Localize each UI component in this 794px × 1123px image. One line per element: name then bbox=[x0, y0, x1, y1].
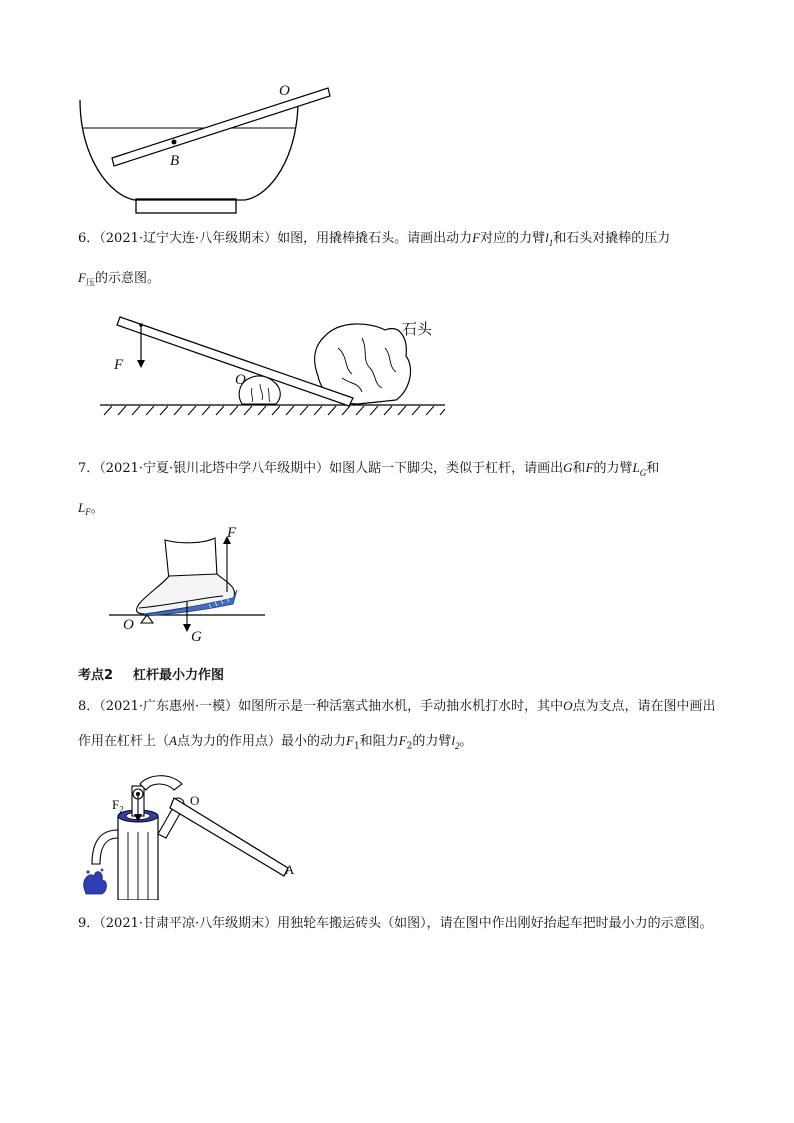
q9-text-a: 用独轮车搬运砖头（如图），请在图中作出刚好抬起车把时最小力的示意图。 bbox=[277, 916, 713, 931]
q8-text-e: 的力臂 bbox=[412, 734, 452, 749]
q6-text-d: 的示意图。 bbox=[94, 270, 160, 286]
q8-var-l2: l bbox=[451, 733, 456, 748]
q9-source: （2021·甘肃平凉·八年级期末） bbox=[99, 916, 278, 931]
q8-text-b: 点为支点，请在图中画出作用在杠杆上（ bbox=[78, 699, 716, 749]
q6-var-fp-sub: 压 bbox=[85, 278, 95, 289]
bowl-label-o: O bbox=[279, 83, 290, 99]
pump-label-o: O bbox=[190, 793, 200, 808]
q7-text-e: 。 bbox=[90, 500, 104, 516]
q7-text-b: 和 bbox=[572, 461, 586, 476]
q8-var-f2-sub: 2 bbox=[406, 741, 413, 752]
foot-label-o: O bbox=[123, 617, 134, 633]
foot-figure bbox=[105, 522, 270, 647]
q9-number: 9． bbox=[78, 916, 100, 931]
q8-text-c: 点为力的作用点）最小的动力 bbox=[176, 734, 346, 749]
section-label: 考点2 bbox=[78, 668, 114, 683]
q7-var-lf: L bbox=[78, 499, 86, 515]
pump-figure bbox=[78, 772, 303, 900]
crowbar-label-o: O bbox=[235, 372, 246, 388]
q6-var-l: l bbox=[545, 230, 549, 245]
q8-var-a: A bbox=[169, 733, 177, 748]
q7-text-d: 和 bbox=[646, 461, 660, 476]
q7-text-c: 的力臂 bbox=[593, 461, 633, 476]
q8-text-d: 和阻力 bbox=[359, 734, 399, 749]
pump-diagram bbox=[78, 772, 303, 900]
q6-var-fp: F bbox=[78, 269, 86, 285]
q8-var-f1-sub: 1 bbox=[353, 741, 360, 752]
q8-var-f2: F bbox=[398, 733, 407, 748]
pump-label-f2 bbox=[112, 798, 124, 815]
q8-number: 8． bbox=[78, 699, 100, 714]
bowl-diagram bbox=[70, 78, 340, 218]
q7-var-f: F bbox=[585, 460, 594, 475]
q7-source: （2021·宁夏·银川北塔中学八年级期中） bbox=[99, 461, 330, 476]
q7-var-lf-sub: F bbox=[85, 507, 91, 518]
section-heading bbox=[78, 664, 224, 683]
q7-var-g: G bbox=[563, 460, 573, 475]
crowbar-figure bbox=[100, 308, 460, 423]
question-6 bbox=[78, 221, 718, 300]
pump-label-a: A bbox=[285, 862, 295, 877]
q6-var-f: F bbox=[472, 230, 481, 245]
q6-text-b: 对应的力臂 bbox=[480, 231, 546, 246]
q8-var-f1: F bbox=[345, 733, 354, 748]
q6-text-c: 和石头对撬棒的压力 bbox=[553, 231, 671, 246]
foot-label-f: F bbox=[227, 525, 237, 541]
pump-label-f2-main: F bbox=[112, 797, 120, 812]
q8-text-a: 如图所示是一种活塞式抽水机，手动抽水机打水时，其中 bbox=[238, 699, 564, 714]
q6-source: （2021·辽宁大连·八年级期末） bbox=[99, 231, 278, 246]
q8-var-o: O bbox=[563, 698, 573, 713]
q7-var-lg-sub: G bbox=[639, 467, 647, 478]
q8-text-f: 。 bbox=[459, 734, 473, 749]
q7-number: 7． bbox=[78, 461, 100, 476]
foot-label-g: G bbox=[191, 629, 202, 645]
pump-label-f2-sub: 2 bbox=[119, 804, 124, 815]
section-title: 杠杆最小力作图 bbox=[133, 668, 225, 683]
q6-number: 6． bbox=[78, 231, 100, 246]
bowl-label-b: B bbox=[170, 153, 180, 169]
q8-source: （2021·广东惠州·一模） bbox=[99, 699, 239, 714]
q7-var-lg: L bbox=[632, 460, 640, 475]
crowbar-label-rock: 石头 bbox=[402, 320, 433, 338]
crowbar-label-f: F bbox=[114, 357, 124, 373]
q8-var-l2-sub: 2 bbox=[455, 740, 460, 751]
q6-var-l-sub: 1 bbox=[548, 237, 554, 248]
question-7 bbox=[78, 451, 718, 530]
q7-text-a: 如图人踮一下脚尖，类似于杠杆，请画出 bbox=[329, 461, 564, 476]
question-9 bbox=[78, 907, 718, 941]
bowl-figure bbox=[70, 78, 340, 218]
question-8 bbox=[78, 689, 718, 764]
q6-text-a: 如图，用撬棒撬石头。请画出动力 bbox=[277, 231, 473, 246]
